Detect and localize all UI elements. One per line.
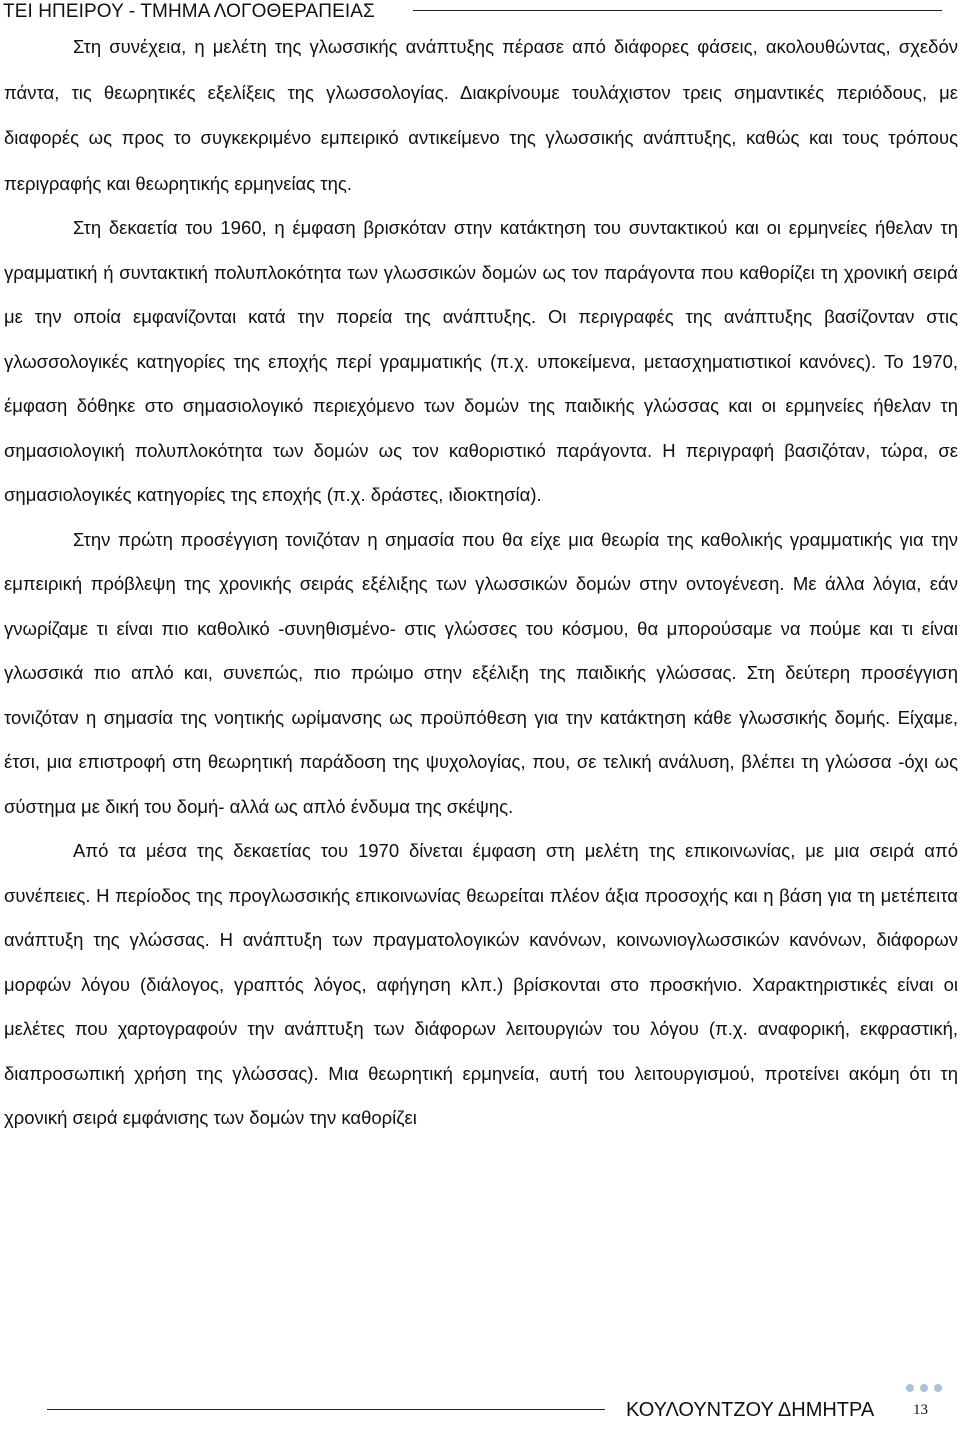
document-body (4, 24, 958, 1141)
paragraph-3: Στην πρώτη προσέγγιση τονιζόταν η σημασία που θα είχε μια θεωρία της καθολικής γραμματικής για την εμπειρική πρόβλεψη της χρονικής σειράς εξέλιξης των γλωσσικών δομών στην οντογένεση. Με άλλα λόγια, εάν γνωρίζαμε τι είναι πιο καθολικό -συνηθισμένο- στις γλώσσες του κόσμου, θα μπορούσαμε να πούμε και τι είναι γλωσσικά πιο απλό και, συνεπώς, πιο πρώιμο στην εξέλιξη της παιδικής γλώσσας. Στη δεύτερη προσέγγιση τονιζόταν η σημασία της νοητικής ωρίμανσης ως προϋπόθεση για την κατάκτηση κάθε γλωσσικής δομής. Είχαμε, έτσι, μια επιστροφή στη θεωρητική παράδοση της ψυχολογίας, που, σε τελική ανάλυση, βλέπει τη γλώσσα -όχι ως σύστημα με δική του δομή- αλλά ως απλό ένδυμα της σκέψης. (4, 528, 958, 817)
paragraph-1: Στη συνέχεια, η μελέτη της γλωσσικής ανάπτυξης πέρασε από διάφορες φάσεις, ακολουθώντας, σχεδόν πάντα, τις θεωρητικές εξελίξεις της γλωσσολογίας. Διακρίνουμε τουλάχιστον τρεις σημαντικές περιόδους, με διαφορές ως προς το συγκεκριμένο εμπειρικό αντικείμενο της γλωσσικής ανάπτυξης, καθώς και τους τρόπους περιγραφής και θεωρητικής ερμηνείας της. (4, 36, 958, 194)
footer-author: ΚΟΥΛΟΥΝΤΖΟΥ ΔΗΜΗΤΡΑ (626, 1399, 875, 1421)
header-title: ΤΕΙ ΗΠΕΙΡΟΥ - ΤΜΗΜΑ ΛΟΓΟΘΕΡΑΠΕΙΑΣ (3, 1, 375, 22)
paragraph-4: Από τα μέσα της δεκαετίας του 1970 δίνεται έμφαση στη μελέτη της επικοινωνίας, με μια σειρά από συνέπειες. Η περίοδος της προγλωσσικής επικοινωνίας θεωρείται πλέον άξια προσοχής και η βάση για τη μετέπειτα ανάπτυξη της γλώσσας. Η ανάπτυξη των πραγματολογικών κανόνων, κοινωνιογλωσσικών κανόνων, διάφορων μορφών λόγου (διάλογος, γραπτός λόγος, αφήγηση κλπ.) βρίσκονται στο προσκήνιο. Χαρακτηριστικές είναι οι μελέτες που χαρτογραφούν την ανάπτυξη των διάφορων λειτουργιών του λόγου (π.χ. αναφορική, εκφραστική, διαπροσωπική χρήση της γλώσσας). Μια θεωρητική ερμηνεία, αυτή του λειτουργισμού, προτείνει ακόμη ότι τη χρονική σειρά εμφάνισης των δομών την καθορίζει (4, 840, 958, 1128)
page-footer (0, 1380, 960, 1430)
three-dots-icon (906, 1382, 946, 1394)
page-number: 13 (913, 1402, 928, 1418)
footer-rule (47, 1409, 605, 1410)
header-rule (413, 10, 942, 11)
page-header (0, 0, 960, 26)
paragraph-2: Στη δεκαετία του 1960, η έμφαση βρισκόταν στην κατάκτηση του συντακτικού και οι ερμηνείες ήθελαν τη γραμματική ή συντακτική πολυπλοκότητα των γλωσσικών δομών ως τον παράγοντα που καθορίζει τη χρονική σειρά με την οποία εμφανίζονται κατά την πορεία της ανάπτυξης. Οι περιγραφές της ανάπτυξης βασίζονταν στις γλωσσολογικές κατηγορίες της εποχής περί γραμματικής (π.χ. υποκείμενα, μετασχηματιστικοί κανόνες). Το 1970, έμφαση δόθηκε στο σημασιολογικό περιεχόμενο των δομών της παιδικής γλώσσας και οι ερμηνείες ήθελαν τη σημασιολογική πολυπλοκότητα των δομών ως τον καθοριστικό παράγοντα. Η περιγραφή βασιζόταν, τώρα, σε σημασιολογικές κατηγορίες της εποχής (π.χ. δράστες, ιδιοκτησία). (4, 217, 958, 505)
